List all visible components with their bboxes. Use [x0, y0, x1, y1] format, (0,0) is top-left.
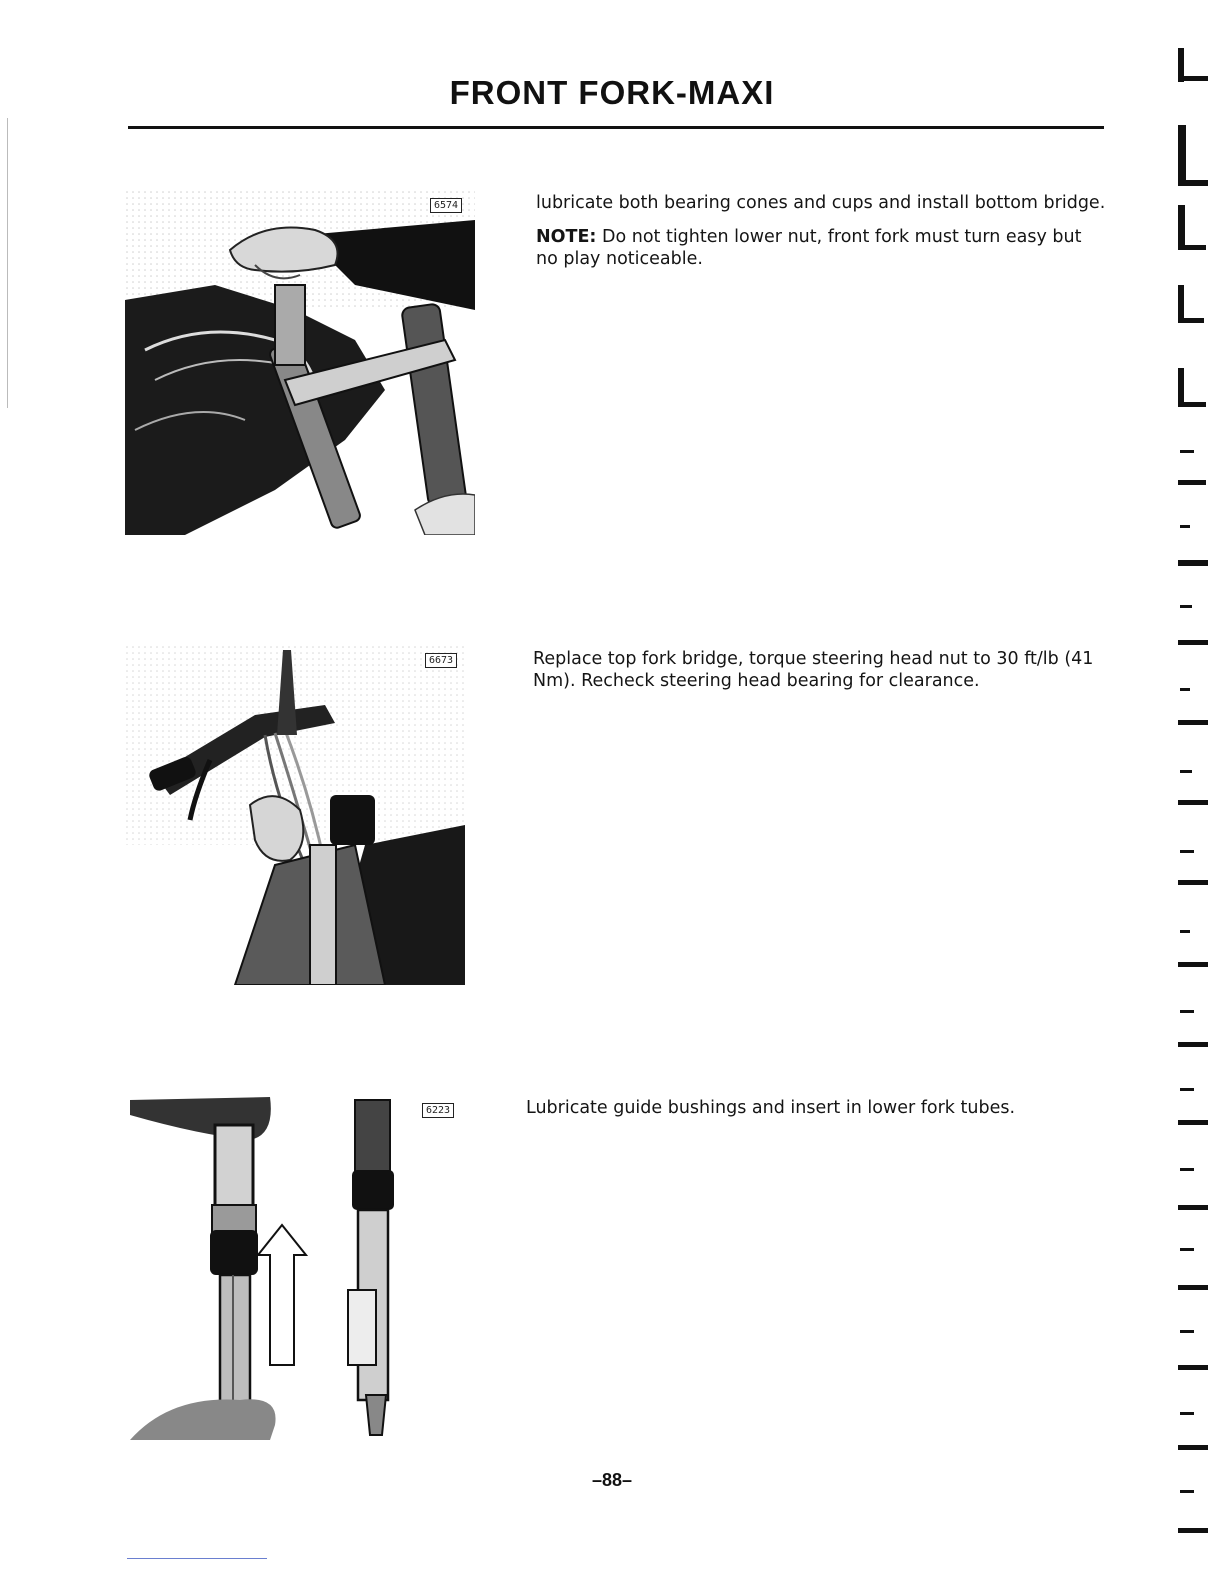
top-bridge-illustration — [125, 645, 465, 985]
figure-number-tag: 6574 — [430, 198, 462, 213]
step-3-instruction: Lubricate guide bushings and insert in lower fork tubes. — [526, 1098, 1016, 1118]
figure-guide-bushings — [130, 1095, 470, 1440]
figure-bearing-install — [125, 190, 475, 535]
page-number: –88– — [591, 1470, 633, 1490]
title-rule — [128, 126, 1104, 129]
note-label: NOTE: — [536, 227, 597, 247]
note-text: Do not tighten lower nut, front fork must turn easy but no play noticeable. — [536, 227, 1082, 269]
step-3-text — [526, 1097, 1106, 1119]
step-1-note — [536, 226, 1108, 270]
figure-top-bridge — [125, 645, 465, 985]
scan-bottom-line — [127, 1558, 267, 1559]
step-2-instruction: Replace top fork bridge, torque steering head nut to 30 ft/lb (41 Nm). Recheck steering head bearing for clearance. — [533, 649, 1094, 691]
figure-number-tag: 6223 — [422, 1103, 454, 1118]
step-1-instruction: lubricate both bearing cones and cups and install bottom bridge. — [536, 193, 1106, 213]
step-2-text — [533, 648, 1108, 692]
figure-number-tag: 6673 — [425, 653, 457, 668]
scan-margin-line — [7, 118, 8, 408]
bearing-install-illustration — [125, 190, 475, 535]
page-title: FRONT FORK-MAXI — [449, 74, 775, 111]
binder-edge-marks — [1168, 40, 1224, 1580]
step-1-text — [536, 192, 1108, 270]
guide-bushings-illustration — [130, 1095, 470, 1440]
